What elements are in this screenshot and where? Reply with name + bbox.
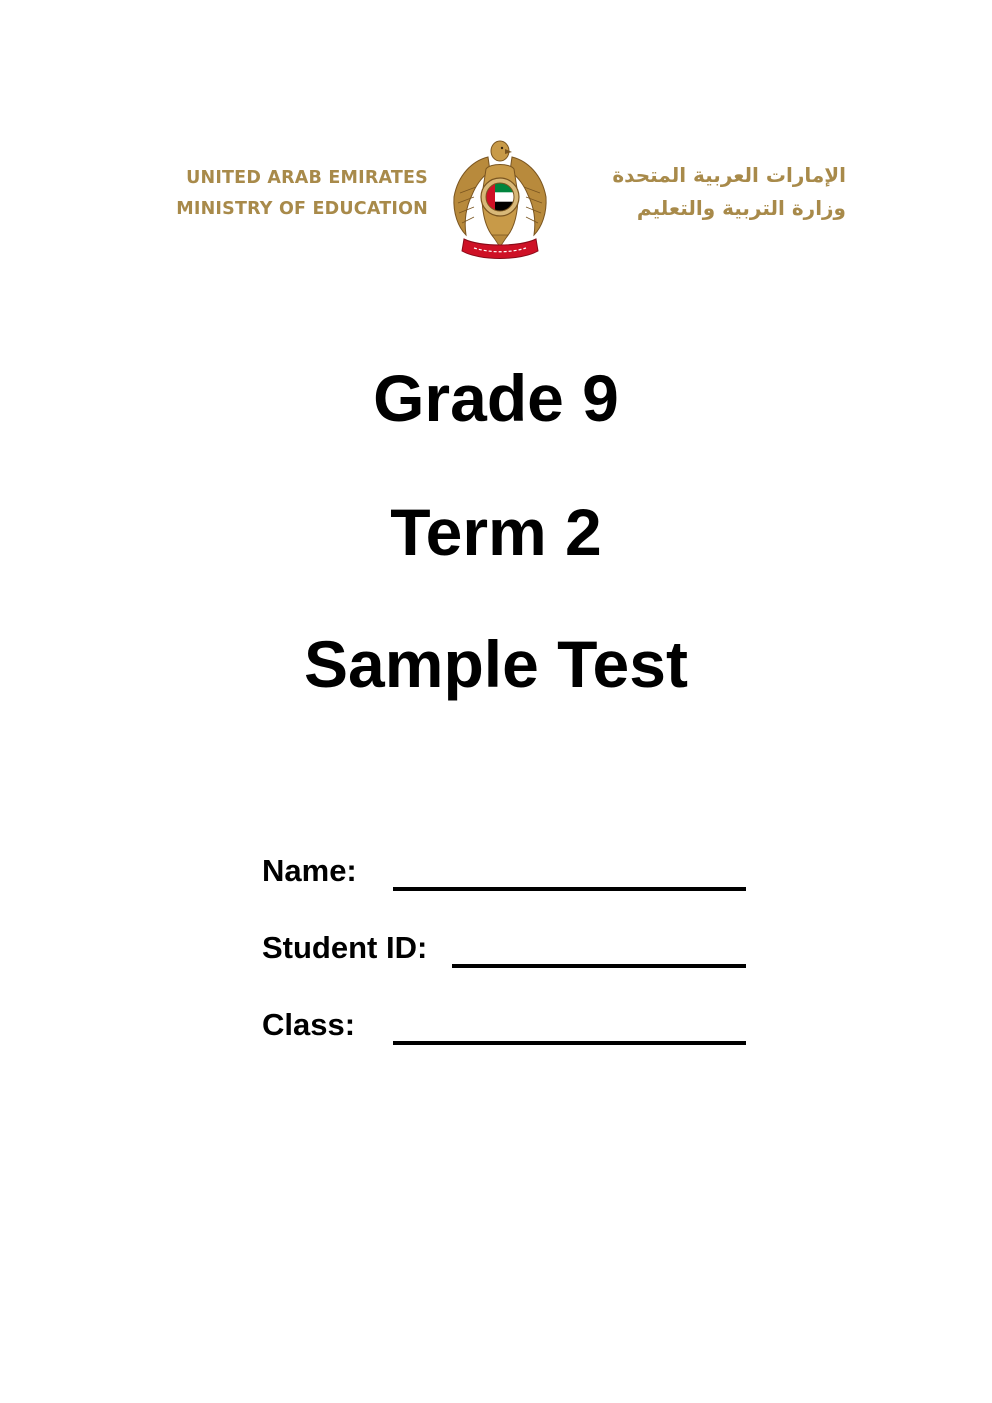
test-title: Sample Test — [304, 627, 688, 701]
ministry-ar-line2: وزارة التربية والتعليم — [636, 196, 846, 220]
uae-emblem-icon — [450, 135, 550, 265]
name-blank-line — [393, 887, 746, 891]
student-id-blank-line — [452, 964, 746, 968]
student-id-field — [262, 928, 752, 968]
class-field — [262, 1005, 752, 1045]
student-id-label: Student ID: — [262, 930, 428, 965]
ministry-header — [0, 135, 992, 275]
grade-title: Grade 9 — [373, 361, 619, 435]
ministry-name-arabic — [574, 159, 846, 225]
name-label: Name: — [262, 853, 357, 888]
name-field — [262, 851, 752, 891]
term-title: Term 2 — [390, 495, 602, 569]
ministry-ar-line1: الإمارات العربية المتحدة — [612, 163, 846, 187]
ministry-name-english — [176, 163, 428, 225]
class-blank-line — [393, 1041, 746, 1045]
class-label: Class: — [262, 1007, 356, 1042]
ministry-en-line2: MINISTRY OF EDUCATION — [176, 199, 428, 219]
ministry-en-line1: UNITED ARAB EMIRATES — [186, 168, 428, 188]
